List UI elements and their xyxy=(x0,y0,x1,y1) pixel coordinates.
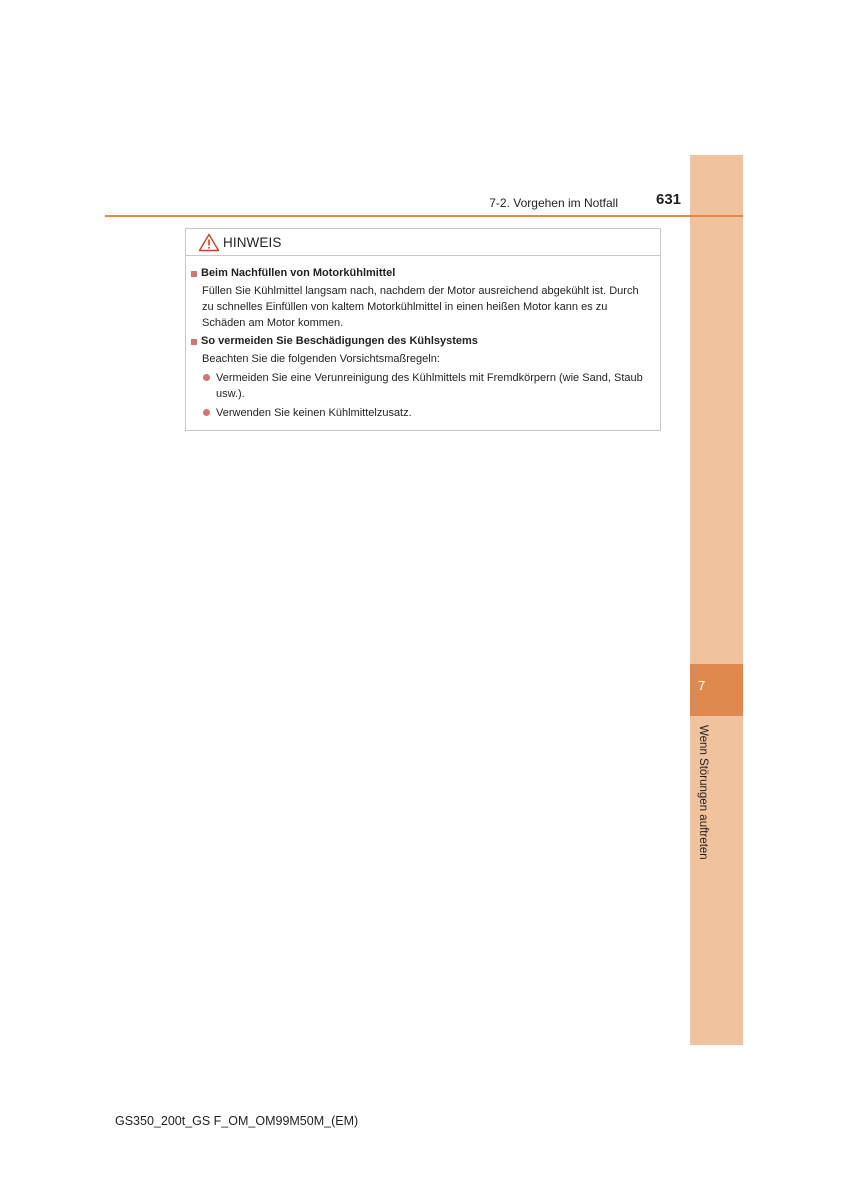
chapter-side-tab xyxy=(690,155,743,1045)
square-bullet-icon xyxy=(191,271,197,277)
section-heading xyxy=(191,266,652,281)
warning-triangle-icon xyxy=(198,233,220,252)
list-item-text: Verwenden Sie keinen Kühlmittelzusatz. xyxy=(216,407,412,419)
notice-box xyxy=(185,228,661,431)
notice-header xyxy=(186,229,660,256)
header-section-title: 7-2. Vorgehen im Notfall xyxy=(489,196,618,210)
notice-body xyxy=(186,256,660,421)
page-number: 631 xyxy=(656,191,682,208)
round-bullet-icon xyxy=(203,409,210,416)
section-heading-text: So vermeiden Sie Beschädigungen des Kühlsystems xyxy=(201,335,478,347)
section-heading xyxy=(191,334,652,349)
chapter-title: Wenn Störungen auftreten xyxy=(697,725,709,860)
section-paragraph: Füllen Sie Kühlmittel langsam nach, nachdem der Motor ausreichend abgekühlt ist. Durch zu schnelles Einfüllen von kaltem Motorkühlmittel in einen heißen Motor kann es zu Schäden am Motor kommen. xyxy=(202,285,639,329)
notice-title: HINWEIS xyxy=(223,234,282,250)
header-rule xyxy=(105,215,743,217)
list-item xyxy=(202,370,652,402)
square-bullet-icon xyxy=(191,339,197,345)
section-heading-text: Beim Nachfüllen von Motorkühlmittel xyxy=(201,267,396,279)
list-item xyxy=(202,405,652,421)
document-code: GS350_200t_GS F_OM_OM99M50M_(EM) xyxy=(115,1114,359,1128)
section-paragraph: Beachten Sie die folgenden Vorsichtsmaßregeln: xyxy=(202,353,440,365)
chapter-number: 7 xyxy=(698,678,706,693)
round-bullet-icon xyxy=(203,374,210,381)
list-item-text: Vermeiden Sie eine Verunreinigung des Kühlmittels mit Fremdkörpern (wie Sand, Staub usw.). xyxy=(216,372,643,400)
